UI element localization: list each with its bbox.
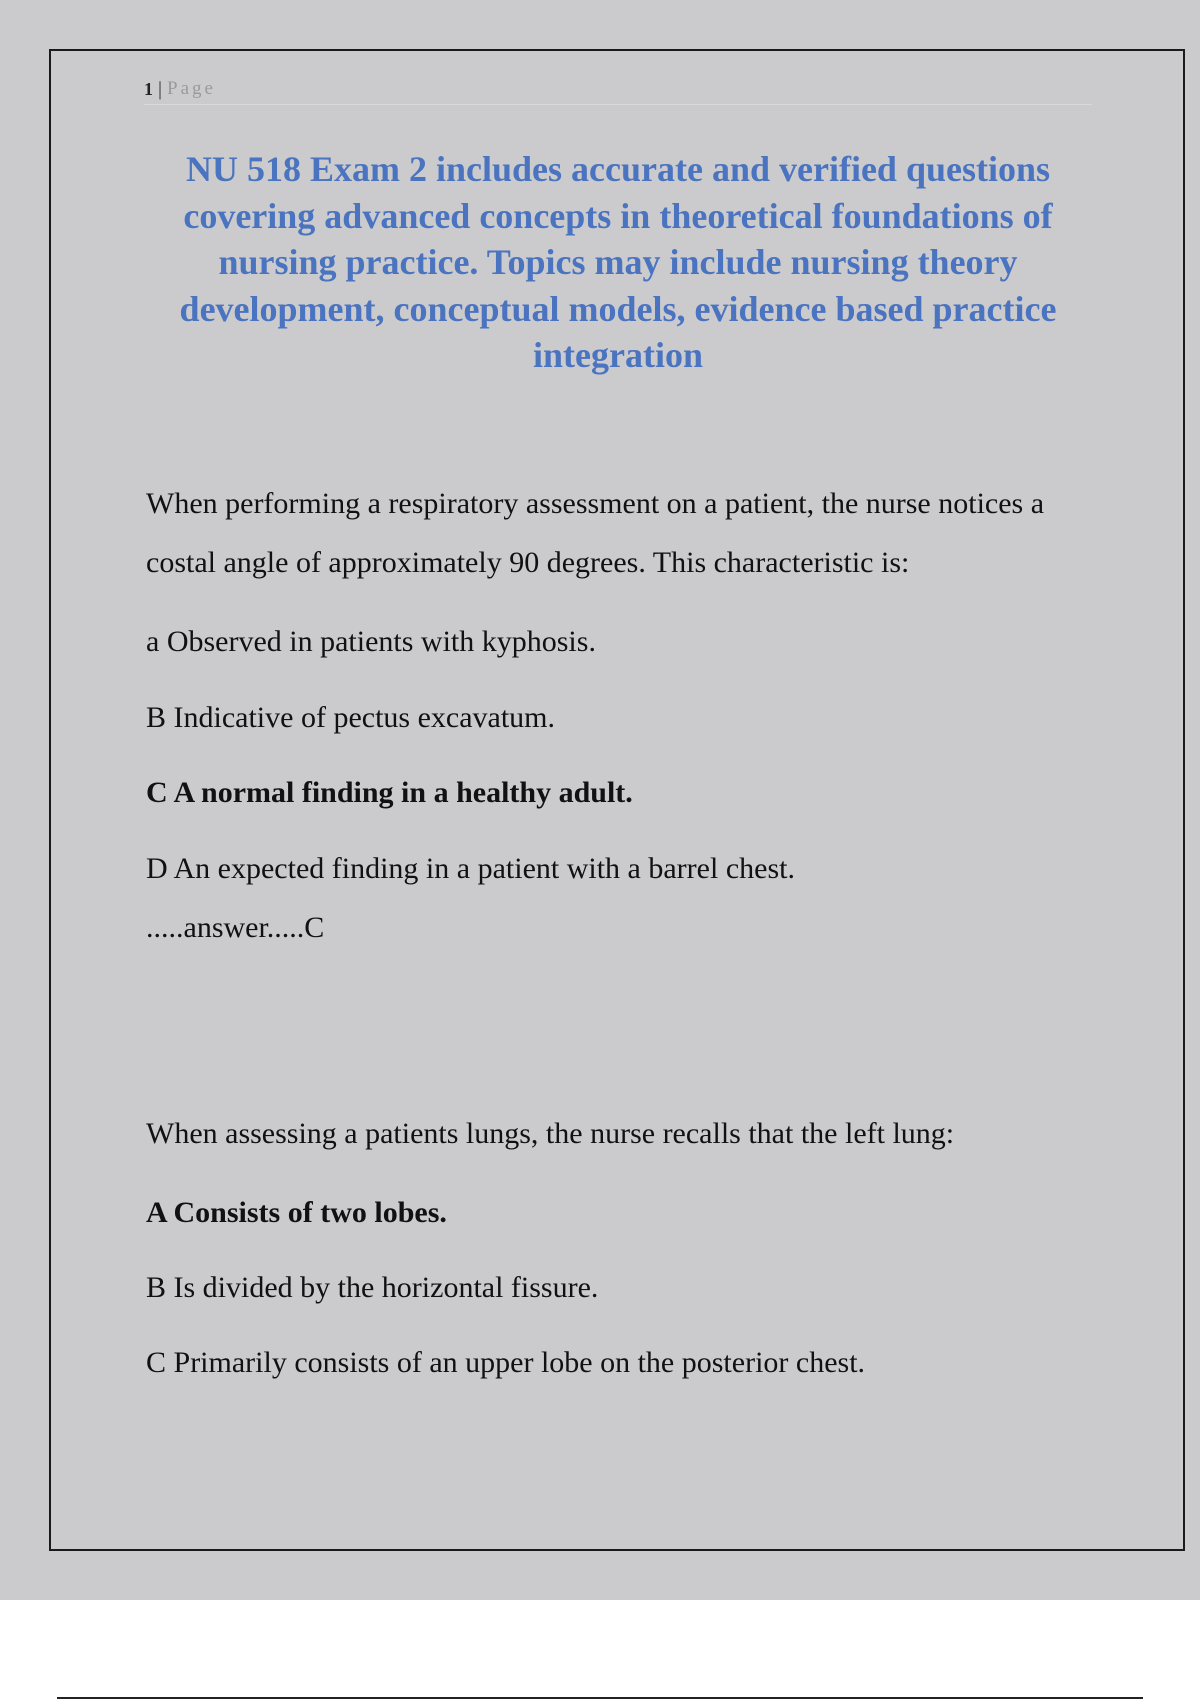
page-header	[144, 74, 1092, 105]
page-bottom-rule	[57, 1697, 1143, 1699]
answer-option-a: a Observed in patients with kyphosis.	[146, 625, 596, 658]
answer-option-a-correct: A Consists of two lobes.	[146, 1196, 447, 1229]
document-title: NU 518 Exam 2 includes accurate and verified questions covering advanced concepts in theoretical foundations of nursing practice. Topics may include nursing theory development, conceptual models, evidence based practice integration	[179, 149, 1057, 375]
answer-option-d: D An expected finding in a patient with a barrel chest.	[146, 852, 795, 885]
answer-option-b: B Indicative of pectus excavatum.	[146, 701, 556, 734]
question-2	[146, 1104, 1106, 1380]
page-number: 1	[144, 78, 153, 99]
page-label: Page	[167, 78, 216, 99]
page-header-separator: |	[158, 77, 163, 100]
answer-option-c: C Primarily consists of an upper lobe on the posterior chest.	[146, 1346, 866, 1379]
answer-key: .....answer.....C	[146, 911, 325, 944]
answer-option-c-correct: C A normal finding in a healthy adult.	[146, 776, 633, 809]
question-stem: When performing a respiratory assessment on a patient, the nurse notices a costal angle of approximately 90 degrees. This characteristic is:	[146, 487, 1045, 579]
answer-option-b: B Is divided by the horizontal fissure.	[146, 1271, 599, 1304]
question-stem: When assessing a patients lungs, the nurse recalls that the left lung:	[146, 1117, 955, 1150]
question-1	[146, 474, 1106, 945]
